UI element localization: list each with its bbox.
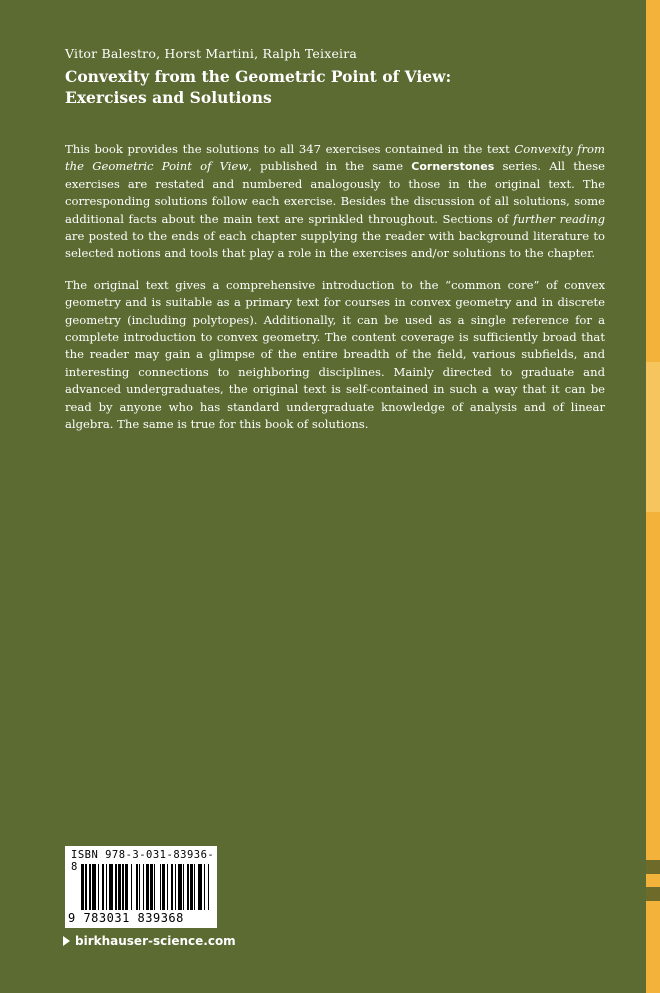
- barcode-bars: [81, 864, 211, 910]
- description-paragraph-2: The original text gives a comprehensive introduction to the “common core” of convex geometry and is suitable as a primary text for courses in convex geometry and in discrete geometry (including polytopes). Additionally, it can be used as a single reference for a complete introduction to convex geometry. The content coverage is sufficiently broad that the reader may gain a glimpse of the entire breadth of the field, various subfields, and interesting connections to neighboring disciplines. Mainly directed to graduate and advanced undergraduates, the original text is self-contained in such a way that it can be read by anyone who has standard undergraduate knowledge of analysis and of linear algebra. The same is true for this book of solutions.: [65, 277, 605, 432]
- title-line-2: Exercises and Solutions: [65, 88, 272, 107]
- series-name: Cornerstones: [411, 160, 495, 174]
- para1-text-e: series. All these exercises are restated and numbered analogously to those in the original text. The corresponding solutions follow each exercise. Besides the discussion of all solutions, some additional facts about the main text are sprinkled throughout. Sections of: [65, 159, 606, 226]
- cover-text: [65, 46, 605, 434]
- description-paragraph-1: [65, 141, 605, 263]
- title-line-1: Convexity from the Geometric Point of View:: [65, 67, 452, 86]
- spine-highlight: [646, 362, 660, 512]
- para1-text-a: This book provides the solutions to all 347 exercises contained in the text: [65, 142, 515, 156]
- website-link[interactable]: [63, 934, 236, 948]
- authors: Vitor Balestro, Horst Martini, Ralph Teixeira: [65, 46, 358, 61]
- para1-text-c: , published in the same: [248, 159, 412, 174]
- para1-further-reading: further reading: [513, 211, 605, 226]
- para1-book-title: Convexity from the Geometric Point of View: [65, 142, 605, 174]
- barcode-bar: [209, 864, 210, 910]
- barcode-digits: 9 783031 839368: [68, 911, 184, 925]
- para1-text-g: are posted to the ends of each chapter supplying the reader with background literature to selected notions and tools that play a role in the exercises and/or solutions to the chapter.: [65, 229, 605, 261]
- isbn-label: ISBN 978-3-031-83936-8: [71, 849, 215, 873]
- spine-mark: [646, 887, 660, 901]
- website-url: birkhauser-science.com: [75, 934, 236, 948]
- book-title: [65, 66, 605, 108]
- spine-strip: [646, 0, 660, 993]
- barcode-box: [65, 846, 217, 928]
- spine-mark: [646, 860, 660, 874]
- triangle-right-icon: [63, 936, 70, 946]
